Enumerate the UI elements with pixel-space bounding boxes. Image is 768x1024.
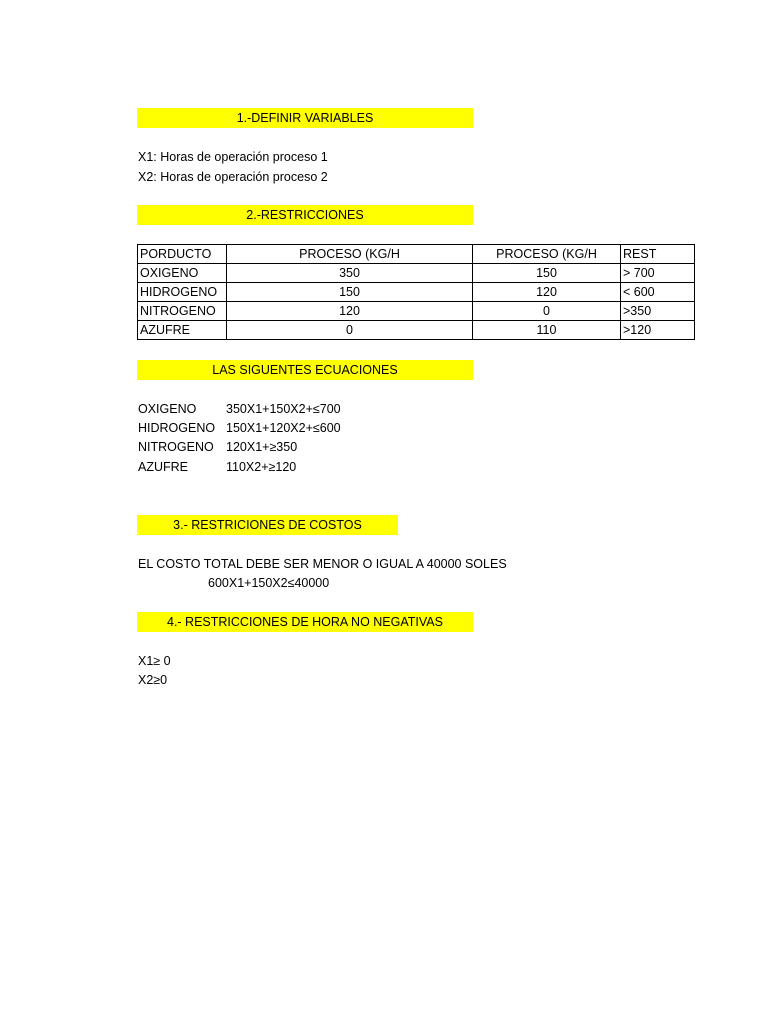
table-row bbox=[138, 321, 695, 340]
nonnegativity-x1: X1≥ 0 bbox=[138, 654, 171, 668]
table-cell: NITROGENO bbox=[138, 302, 227, 321]
variable-x2-definition: X2: Horas de operación proceso 2 bbox=[138, 170, 328, 184]
equation-expression: 110X2+≥120 bbox=[226, 460, 297, 474]
table-row bbox=[138, 283, 695, 302]
table-cell: 110 bbox=[473, 321, 621, 340]
table-cell: > 700 bbox=[621, 264, 695, 283]
table-cell: 0 bbox=[473, 302, 621, 321]
table-cell: 350 bbox=[227, 264, 473, 283]
equation-expression: 120X1+≥350 bbox=[226, 440, 298, 454]
section2-header: 2.-RESTRICCIONES bbox=[137, 205, 473, 225]
table-cell: OXIGENO bbox=[138, 264, 227, 283]
equation-name: AZUFRE bbox=[138, 460, 188, 474]
equation-expression: 150X1+120X2+≤600 bbox=[226, 421, 341, 435]
table-cell: 150 bbox=[473, 264, 621, 283]
table-cell: AZUFRE bbox=[138, 321, 227, 340]
table-header-row bbox=[138, 245, 695, 264]
table-cell: HIDROGENO bbox=[138, 283, 227, 302]
column-header: REST bbox=[621, 245, 695, 264]
table-cell: >350 bbox=[621, 302, 695, 321]
section3-header: 3.- RESTRICIONES DE COSTOS bbox=[137, 515, 398, 535]
section1-header: 1.-DEFINIR VARIABLES bbox=[137, 108, 473, 128]
restrictions-table bbox=[137, 244, 695, 340]
variable-x1-definition: X1: Horas de operación proceso 1 bbox=[138, 150, 328, 164]
cost-constraint-text: EL COSTO TOTAL DEBE SER MENOR O IGUAL A 40000 SOLES bbox=[138, 557, 507, 571]
cost-constraint-formula: 600X1+150X2≤40000 bbox=[208, 576, 330, 590]
table-cell: 150 bbox=[227, 283, 473, 302]
nonnegativity-x2: X2≥0 bbox=[138, 673, 168, 687]
table-cell: 120 bbox=[227, 302, 473, 321]
column-header: PROCESO (KG/H bbox=[227, 245, 473, 264]
section4-header: 4.- RESTRICCIONES DE HORA NO NEGATIVAS bbox=[137, 612, 473, 632]
table-cell: < 600 bbox=[621, 283, 695, 302]
equations-header: LAS SIGUENTES ECUACIONES bbox=[137, 360, 473, 380]
table-cell: 120 bbox=[473, 283, 621, 302]
table-row bbox=[138, 264, 695, 283]
equation-name: NITROGENO bbox=[138, 440, 214, 454]
column-header: PORDUCTO bbox=[138, 245, 227, 264]
equation-expression: 350X1+150X2+≤700 bbox=[226, 402, 341, 416]
table-row bbox=[138, 302, 695, 321]
equation-name: HIDROGENO bbox=[138, 421, 216, 435]
column-header: PROCESO (KG/H bbox=[473, 245, 621, 264]
equation-name: OXIGENO bbox=[138, 402, 197, 416]
table-cell: 0 bbox=[227, 321, 473, 340]
table-cell: >120 bbox=[621, 321, 695, 340]
